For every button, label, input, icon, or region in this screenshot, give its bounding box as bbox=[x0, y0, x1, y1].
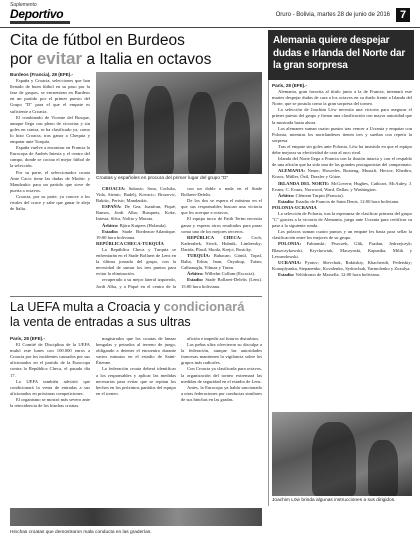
player-figure bbox=[188, 92, 216, 174]
story1-paragraph: Por su parte, el seleccionador croata Ante Cacic tiene las dudas de Modric y Mandzukic para un partido que sirve de puerta a octavos. bbox=[10, 169, 90, 193]
sidebar-paragraph: Los polacos suman cuatro puntos y un empate les basta para sellar la clasificación entre los mejores de su grupo. bbox=[272, 229, 412, 241]
lineup-entry: Estadio: Stade Bollaert-Delelis (Lens). 15:00 hora boliviana. bbox=[181, 277, 262, 289]
story1-column-1 bbox=[10, 72, 90, 290]
page-number: 7 bbox=[396, 8, 410, 22]
issue-date: Oruro - Bolivia, martes 28 de junio de 2016 bbox=[275, 12, 390, 18]
story2-paragraph: magistrados que los croatas de lanzar bengalas y petardos al terreno de juego, obligando a detener el encuentro durante varios minutos en el estadio de Saint-Étienne. bbox=[96, 336, 176, 366]
supplement-label: Suplemento bbox=[10, 2, 37, 8]
story2-paragraph: El organismo se mostró más severo ante la reincidencia de los hinchas croatas. bbox=[10, 396, 90, 409]
story1-paragraph: Croacia, por su parte, ya conoce a los rivales del cruce y sabe que ganar le aleja de Italia. bbox=[10, 193, 90, 212]
story1-paragraph: El combinado de Vicente del Bosque, aunque llega con pleno de victorias y sin goles en contra, se ha clasificado ya, como lo hizo Croacia, tras ganar a Chequia y empatar ante Turquía. bbox=[10, 114, 90, 145]
story2-column-2 bbox=[96, 336, 176, 506]
player-figure bbox=[144, 86, 174, 174]
story1-headline-part: a Italia en octavos bbox=[86, 51, 212, 68]
lineup-entry: Estadio: Velódromo de Marsella. 12:00 hora boliviana. bbox=[278, 271, 381, 277]
story1-headline-part: por bbox=[10, 51, 33, 68]
player-figure bbox=[224, 102, 250, 174]
story1-headline-emphasis: evitar bbox=[36, 49, 83, 68]
lineup-entry: Árbitro: Björn Kuipers (Holanda). bbox=[102, 222, 167, 228]
story1-paragraph: La República Checa y Turquía se enfrentarán en el Stade Bollaert de Lens en la última jornada del grupo, con la necesidad de sumar los tres puntos para evitar la eliminación. bbox=[96, 246, 176, 277]
player-figure bbox=[368, 440, 398, 496]
sidebar-paragraph: Alemania, gran favorita al título junto a la de Francia, intentará este martes despejar dudas de cara a los octavos en su duelo frente a Irlanda del Norte, que se postula como la gran sorpresa del torneo. bbox=[272, 89, 412, 107]
story2-headline-emphasis: condicionará bbox=[163, 299, 245, 314]
sidebar-body bbox=[272, 83, 412, 409]
story1-paragraph: España y Croacia, selecciones que han llenado de buen fútbol en su paso por la fase de grupos, se encuentran en Burdeos en un partido por el primer puesto del Grupo "D" para el que el empate es suficiente a Croacia. bbox=[10, 78, 90, 114]
story2-headline-part: La UEFA multa a Croacia y bbox=[10, 300, 161, 314]
story1-photo-caption: Croatas y españoles en procura del primer lugar del grupo "D" bbox=[96, 176, 229, 181]
lineup-entry: Árbitro: Clément Turpin (Francia). bbox=[278, 192, 344, 198]
lineup-entry: POLONIA: Fabianski; Piszczek, Glik, Pazdan, Jedrzejczyk; Blaszczykowski, Krychowiak, Maczynski, Kapustka, Milik y Lewandowski. bbox=[272, 241, 412, 259]
masthead bbox=[0, 0, 420, 28]
sidebar-paragraph: La selección de Joachim Löw necesita una victoria para asegurar el primer puesto del grupo y firmar una clasificación con mayor autoridad que la mostrada hasta ahora. bbox=[272, 107, 412, 125]
story1-photo bbox=[96, 72, 262, 174]
lineup-entry: REPÚBLICA CHECA: Cech, Kaderabek, Sivok, Hubnik, Limbersky; Darida, Plasil; Skoda, Krejci, Rosicky. bbox=[181, 234, 262, 252]
lineup-entry: IRLANDA DEL NORTE: McGovern; Hughes, Cathcart, McAuley, J. Evans; C. Evans, Norwood, Ward, Dallas; y Washington. bbox=[272, 180, 412, 192]
player-figure bbox=[108, 94, 134, 174]
story2-headline-line2: la venta de entradas a sus ultras bbox=[10, 315, 191, 329]
story2-byline: París, 28 (EFE).- bbox=[10, 336, 45, 341]
sidebar-subheading: POLONIA-UCRANIA bbox=[272, 204, 317, 210]
story1-column-2 bbox=[96, 186, 176, 290]
story2-paragraph: Las peñas ultra ofrecieron su disculpa a la federación, aunque las autoridades francesas mantienen la vigilancia sobre los grupos más radicales. bbox=[181, 342, 262, 366]
story1-headline-line1: Cita de fútbol en Burdeos bbox=[10, 32, 185, 49]
lineup-entry: UCRANIA: Pyatov; Shevchuk, Rakitskiy, Khacheridi, Fedetskiy; Konoplyanka, Stepanenko, Kovalenko, Sydorchuk, Yarmolenko y Zozulya. bbox=[272, 259, 412, 271]
sidebar-photo-caption: Joachim Löw brinda algunas instrucciones a sus dirigidos. bbox=[272, 498, 396, 503]
story1-paragraph: con un doble o nada en el Stade Bollaert-Delelis. bbox=[181, 186, 262, 198]
story2-column-3 bbox=[181, 336, 262, 506]
story1-column-3 bbox=[181, 186, 262, 290]
lineup-entry: TURQUÍA: Babacan; Gönül, Topal, Balta, Erkin; Inan, Özyakup, Tufan; Calhanoglu, Yilmaz y Turan. bbox=[181, 253, 262, 271]
story1-subheading: REPÚBLICA CHECA-TURQUÍA bbox=[96, 240, 164, 246]
logo-underline bbox=[10, 21, 70, 24]
story2-photo-caption: Hinchas croatas que demostraron mala conducta en las graderías. bbox=[10, 530, 152, 535]
story2-column-1 bbox=[10, 336, 90, 506]
lineup-entry: Estadio: Estadio de Francia de Saint Denis. 12:00 hora boliviana. bbox=[278, 198, 400, 204]
story2-paragraph: Antes, la Eurocopa ya había sancionado a otras federaciones por conductas similares de sus hinchas en las gradas. bbox=[181, 384, 262, 402]
story1-paragraph: España vuelve a encontrar en Francia la Eurocopa de Andrés Iniesta y el centro del campo, donde se cocina el mejor fútbol de la selección. bbox=[10, 145, 90, 169]
story1-headline-line2 bbox=[10, 50, 262, 69]
story1-paragraph: El equipo turco de Fatih Terim necesita ganar y esperar otros resultados para pasar como uno de los mejores terceros. bbox=[181, 216, 262, 234]
sidebar-paragraph: Los alemanes suman cuatro puntos tras vencer a Ucrania y empatar con Polonia, mientras los norirlandeses tienen tres y sueñan con repetir la sorpresa. bbox=[272, 125, 412, 143]
lineup-entry: ALEMANIA: Neuer; Howedes, Boateng, Mustafi, Hector; Khedira, Kroos; Müller, Özil, Draxler y Götze. bbox=[272, 168, 412, 180]
story1-headline bbox=[10, 32, 262, 69]
story2-paragraph: La UEFA también advirtió que condicionará la venta de entradas a sus aficionados en próximas competiciones. bbox=[10, 378, 90, 396]
lineup-entry: Estadio: Stade Bordeaux-Atlantique. 19:00 hora boliviana. bbox=[96, 228, 176, 240]
story2-paragraph: El Comité de Disciplina de la UEFA multó este lunes con 100.000 euros a Croacia por los incidentes causados por sus aficionados en el partido de la Eurocopa contra la República Checa, el pasado día 17. bbox=[10, 342, 90, 378]
lineup-entry: CROACIA: Subasic; Srna, Corluka, Vida, Strinic; Badelj, Kovacic; Brozovic, Rakitic, Perisic; Mandzukic. bbox=[96, 186, 176, 204]
sidebar-byline: París, 28 (EFE).- bbox=[272, 83, 307, 88]
story1-paragraph: De los dos se espera el máximo en el que sus responsables buscan una victoria que les acerque a octavos. bbox=[181, 198, 262, 216]
story2-headline bbox=[10, 299, 264, 330]
sidebar-paragraph: Irlanda del Norte llega a Francia con la ilusión intacta y con el respaldo de una afición que ha sido una de las grandes protagonistas del campeonato. bbox=[272, 156, 412, 168]
story2-paragraph: La federación croata deberá identificar a los responsables y aplicar las medidas necesarias para evitar que se repitan los hechos en los próximos partidos del equipo en el torneo. bbox=[96, 366, 176, 396]
story2-headline-line1 bbox=[10, 299, 264, 315]
lineup-entry: Árbitro: Wilhelm Collum (Escocia). bbox=[187, 271, 256, 277]
coach-figure bbox=[312, 422, 356, 496]
sidebar-paragraph: La selección de Polonia, tras la esperanza de clasificar primera del grupo "C" gracias a la victoria de Alemania, juega ante Ucrania para certificar su pase a la siguiente ronda. bbox=[272, 210, 412, 229]
story-divider bbox=[10, 296, 262, 297]
story2-paragraph: afición e impedir así futuros disturbios. bbox=[187, 336, 260, 341]
story2-photo bbox=[10, 508, 262, 526]
sidebar-photo bbox=[272, 412, 412, 496]
lineup-entry: ESPAÑA: De Gea; Juanfran, Piqué, Ramos, Jordi Alba; Busquets, Koke, Iniesta; Silva, Nolito y Morata. bbox=[96, 204, 176, 222]
sidebar-paragraph: Tras el empate sin goles ante Polonia, Löw ha insistido en que el equipo debe mejorar su efectividad de cara al arco rival. bbox=[272, 143, 412, 156]
story2-paragraph: Con Croacia ya clasificada para octavos, la organización del torneo extremará las medidas de seguridad en el estadio de Lens. bbox=[181, 366, 262, 384]
story1-byline: Burdeos (Francia), 28 (EFE).- bbox=[10, 72, 74, 77]
section-title: Deportivo bbox=[10, 7, 64, 21]
sidebar-headline: Alemania quiere despejar dudas e Irlanda del Norte dar la gran sorpresa bbox=[268, 30, 414, 80]
story1-paragraph: recuperado a su mejor lateral izquierdo, Jordi Alba, y a Piqué en el centro de la bbox=[96, 277, 176, 289]
